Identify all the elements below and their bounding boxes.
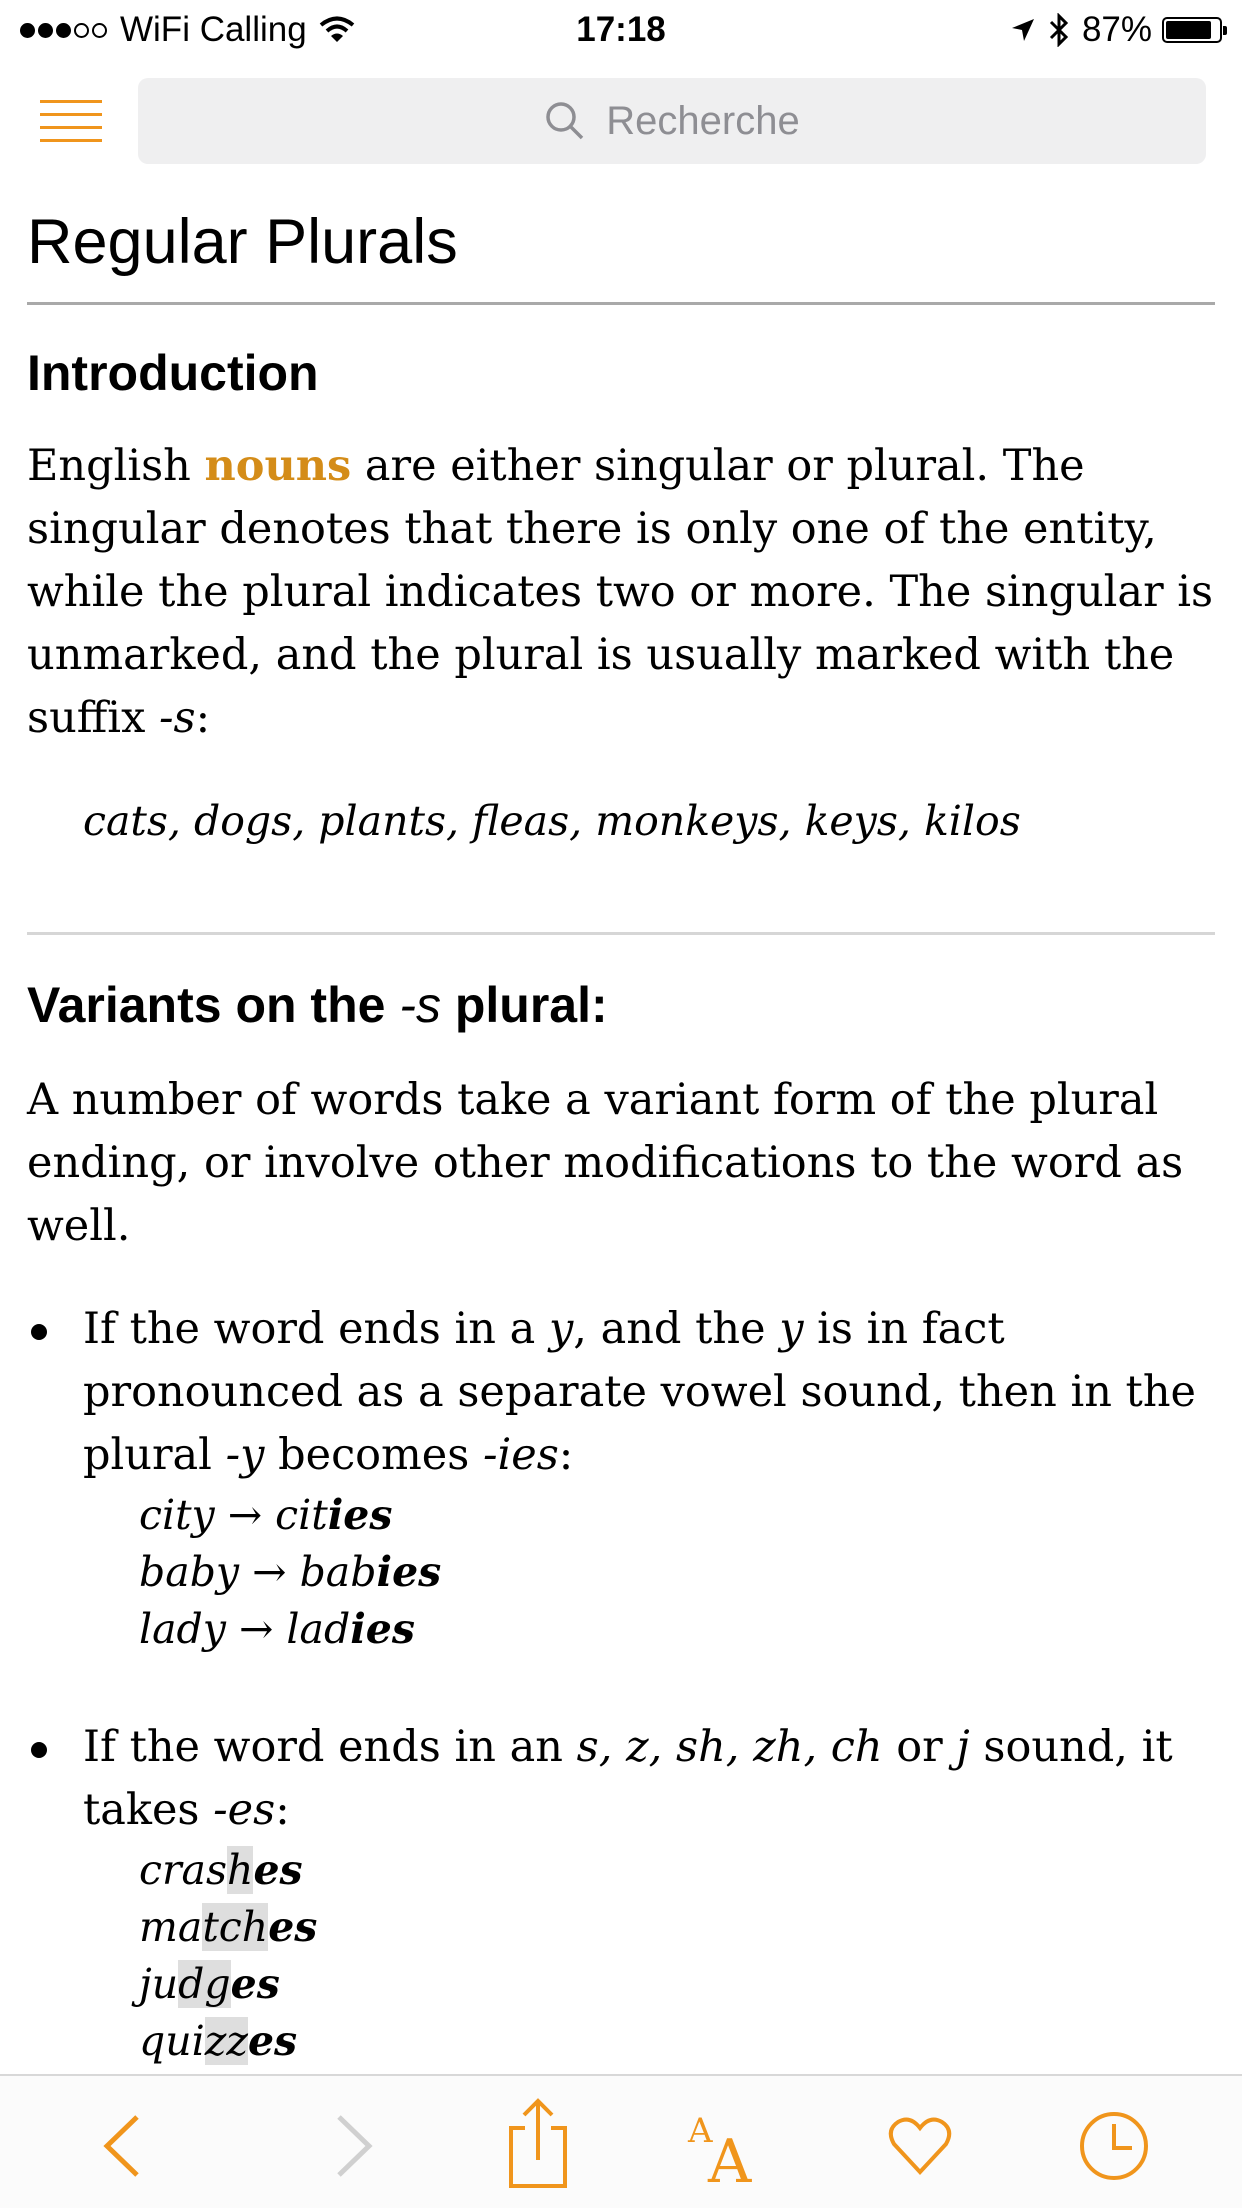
text: ies bbox=[350, 1605, 415, 1653]
page-title: Regular Plurals bbox=[27, 202, 1215, 305]
nav-bar bbox=[0, 60, 1242, 180]
section-heading-variants bbox=[27, 975, 1215, 1035]
favorite-icon bbox=[888, 2116, 952, 2176]
text: cras bbox=[139, 1846, 228, 1894]
text: lad bbox=[286, 1605, 351, 1653]
bluetooth-icon bbox=[1048, 13, 1070, 47]
text: cit bbox=[275, 1491, 328, 1539]
text: is in fact pronounced as a separate vowel sound, then in the plural bbox=[83, 1304, 1196, 1480]
text: lady bbox=[139, 1605, 226, 1653]
word-row bbox=[139, 1842, 1215, 1899]
history-icon bbox=[1078, 2110, 1150, 2182]
arrow-icon: → bbox=[227, 1491, 263, 1539]
highlighted-sound: tch bbox=[202, 1903, 269, 1951]
arrow-icon: → bbox=[239, 1605, 274, 1653]
text: English bbox=[27, 441, 205, 491]
text: j bbox=[956, 1722, 970, 1772]
arrow-icon: → bbox=[252, 1548, 287, 1596]
highlighted-sound: h bbox=[227, 1846, 254, 1894]
text: : bbox=[275, 1785, 290, 1835]
history-button[interactable] bbox=[1074, 2106, 1154, 2186]
word-row bbox=[139, 1487, 1215, 1544]
text: plural: bbox=[440, 977, 608, 1033]
forward-button[interactable] bbox=[314, 2106, 394, 2186]
forward-icon bbox=[329, 2111, 379, 2181]
text: -es bbox=[213, 1785, 276, 1835]
back-icon bbox=[97, 2111, 147, 2181]
text: -s bbox=[399, 977, 441, 1033]
word-row bbox=[139, 2013, 1215, 2070]
bottom-toolbar bbox=[0, 2074, 1242, 2208]
text: or bbox=[882, 1722, 957, 1772]
battery-percent: 87% bbox=[1081, 10, 1152, 49]
intro-paragraph bbox=[27, 435, 1215, 750]
article-content bbox=[27, 180, 1215, 2127]
svg-text:A: A bbox=[708, 2127, 752, 2186]
plural-examples: cats, dogs, plants, fleas, monkeys, keys, kilos bbox=[83, 797, 1021, 845]
nouns-link[interactable]: nouns bbox=[204, 441, 352, 491]
section-divider bbox=[27, 932, 1215, 935]
text: If the word ends in an bbox=[83, 1722, 577, 1772]
search-input[interactable] bbox=[138, 78, 1206, 164]
text: ju bbox=[139, 1960, 179, 2008]
location-arrow-icon bbox=[1010, 17, 1036, 43]
word-row bbox=[139, 1899, 1215, 1956]
list-item bbox=[27, 1716, 1215, 2127]
favorite-button[interactable] bbox=[880, 2106, 960, 2186]
bullet-text bbox=[83, 1716, 1215, 1842]
word-row bbox=[139, 1601, 1215, 1658]
text: es bbox=[230, 1960, 280, 2008]
text: es bbox=[247, 2017, 298, 2065]
variants-paragraph: A number of words take a variant form of the plural ending, or involve other modifications to the word as well. bbox=[27, 1075, 1184, 1251]
text: s, z, sh, zh, ch bbox=[576, 1722, 883, 1772]
text: qui bbox=[139, 2017, 205, 2065]
suffix: -s bbox=[158, 693, 196, 743]
text: If the word ends in a bbox=[83, 1304, 549, 1354]
text: ies bbox=[327, 1491, 393, 1539]
text: es bbox=[268, 1903, 318, 1951]
text: bab bbox=[299, 1548, 377, 1596]
highlighted-sound: zz bbox=[204, 2017, 248, 2065]
back-button[interactable] bbox=[82, 2106, 162, 2186]
text: are either singular or plural. The singular denotes that there is only one of the entity, while the plural indicates two or more. The singular is unmarked, and the plural is usually marked with the suffix bbox=[27, 441, 1214, 743]
text: ies bbox=[376, 1548, 442, 1596]
text: , and the bbox=[573, 1304, 780, 1354]
clock: 17:18 bbox=[576, 10, 666, 49]
font-size-button[interactable] bbox=[686, 2106, 766, 2186]
bullet-text bbox=[83, 1298, 1215, 1487]
text: becomes bbox=[264, 1430, 483, 1480]
text: : bbox=[195, 693, 211, 743]
search-placeholder: Recherche bbox=[606, 98, 800, 143]
text: city bbox=[139, 1491, 215, 1539]
word-list bbox=[139, 1487, 1215, 1658]
text: : bbox=[558, 1430, 574, 1480]
bullet-icon bbox=[31, 1324, 47, 1340]
word-row bbox=[139, 1956, 1215, 2013]
status-right bbox=[1010, 10, 1222, 50]
svg-text:A: A bbox=[688, 2111, 713, 2151]
search-icon bbox=[544, 100, 586, 142]
battery-icon bbox=[1162, 17, 1222, 43]
text: -ies bbox=[483, 1430, 559, 1480]
list-item bbox=[27, 1298, 1215, 1658]
text: y bbox=[548, 1304, 574, 1354]
carrier-label: WiFi Calling bbox=[120, 10, 307, 49]
share-button[interactable] bbox=[498, 2098, 578, 2190]
text: es bbox=[253, 1846, 303, 1894]
text: -y bbox=[225, 1430, 265, 1480]
section-heading-introduction: Introduction bbox=[27, 345, 319, 401]
font-size-icon bbox=[686, 2106, 766, 2186]
battery-level bbox=[1166, 21, 1211, 39]
highlighted-sound: dg bbox=[178, 1960, 231, 2008]
text: Variants on the bbox=[27, 977, 400, 1033]
status-bar bbox=[0, 0, 1242, 60]
bullet-icon bbox=[31, 1742, 47, 1758]
share-icon bbox=[503, 2098, 573, 2190]
word-row bbox=[139, 1544, 1215, 1601]
menu-icon[interactable] bbox=[40, 98, 102, 146]
text: ma bbox=[139, 1903, 203, 1951]
text: sound, it takes bbox=[83, 1722, 1173, 1835]
text: y bbox=[779, 1304, 804, 1354]
text: baby bbox=[139, 1548, 240, 1596]
